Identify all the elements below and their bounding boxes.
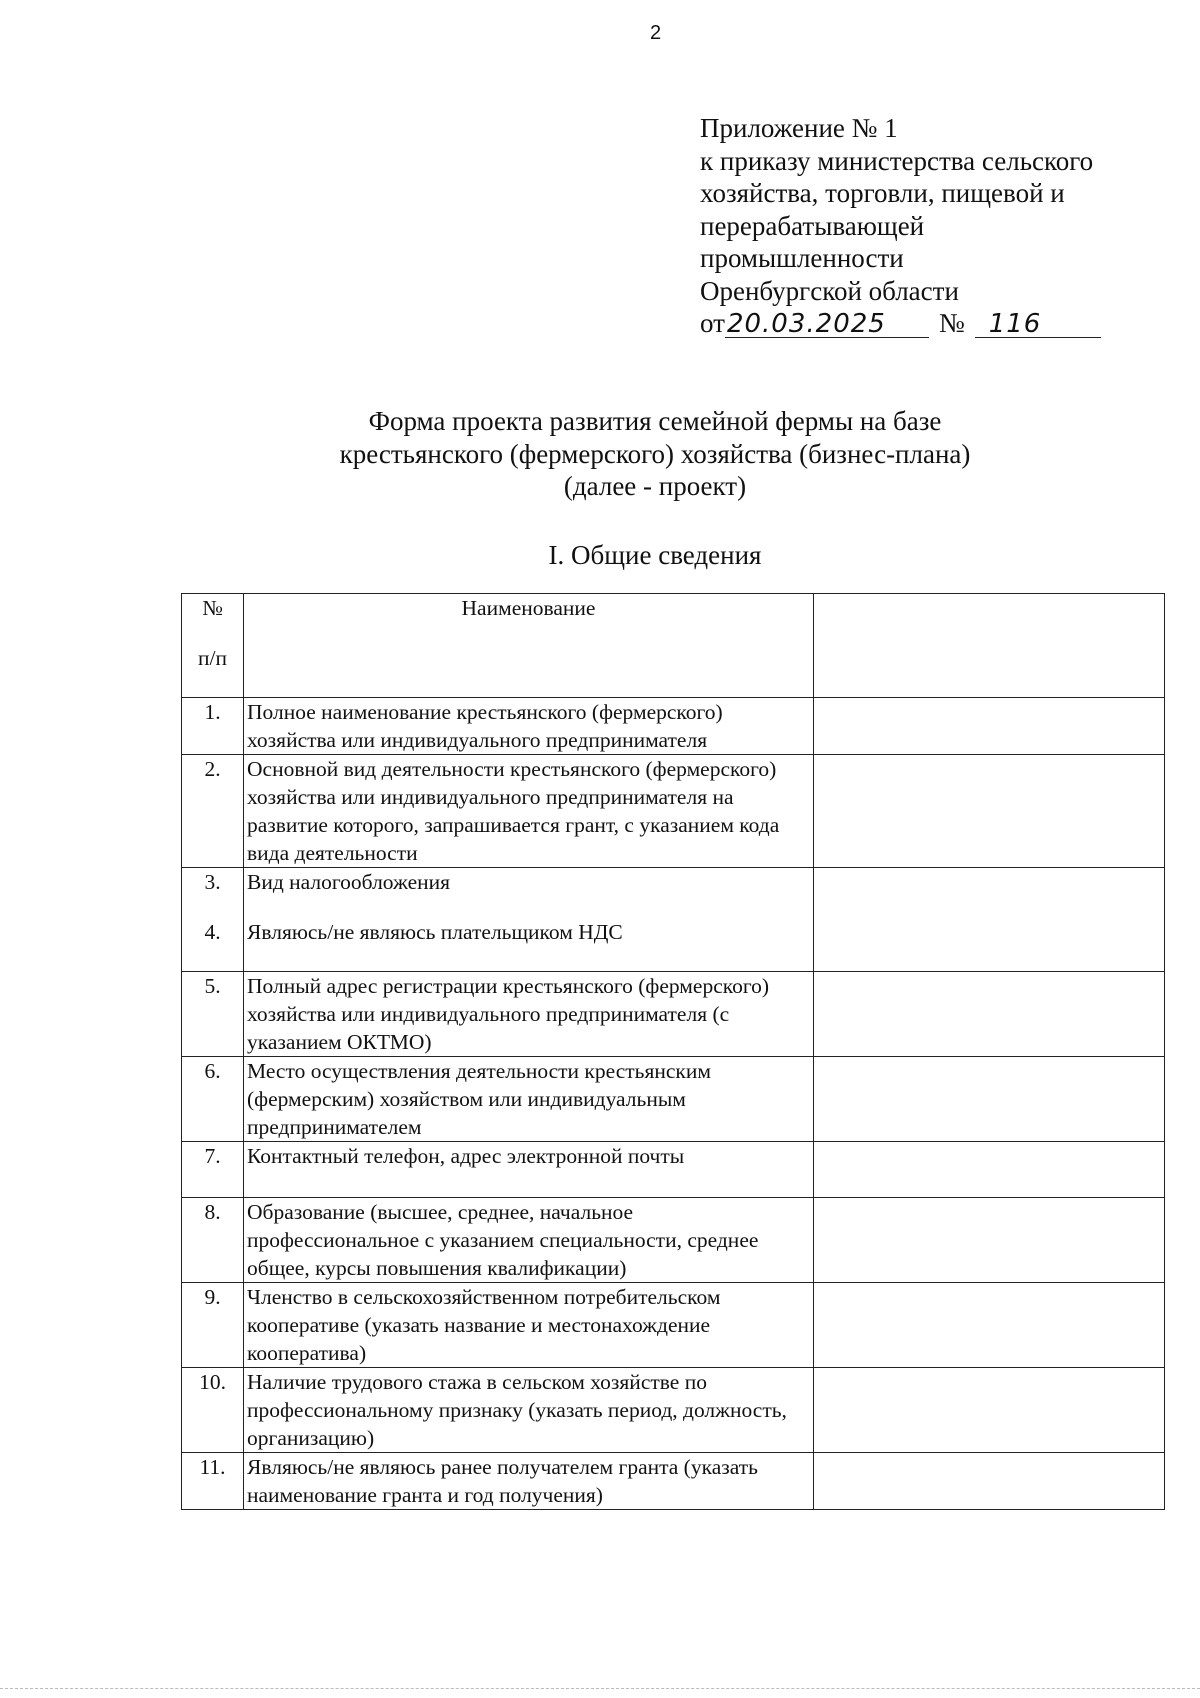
table-row <box>182 1453 1165 1510</box>
table-row <box>182 698 1165 755</box>
row-label: Основной вид деятельности крестьянского (фермерского) хозяйства или индивидуального предпринимателя на развитие которого, запрашивается грант, с указанием кода вида деятельности <box>244 755 814 868</box>
row-label: Полное наименование крестьянского (фермерского) хозяйства или индивидуального предпринимателя <box>244 698 814 755</box>
page-number: 2 <box>650 22 662 44</box>
header-value <box>814 594 1165 698</box>
table-row <box>182 868 1165 972</box>
title-line: крестьянского (фермерского) хозяйства (бизнес-плана) <box>339 438 971 469</box>
header-name: Наименование <box>244 594 814 698</box>
row-label-tax: Вид налогообложения <box>247 870 451 894</box>
row-number: 1. <box>182 698 244 755</box>
row-label: Контактный телефон, адрес электронной почты <box>244 1142 814 1198</box>
header-num <box>182 594 244 698</box>
handwritten-date: 20.03.2025 <box>725 311 929 338</box>
document-title <box>180 405 1130 503</box>
row-number: 11. <box>182 1453 244 1510</box>
title-line: Форма проекта развития семейной фермы на базе <box>368 406 942 436</box>
appendix-line: Приложение № 1 <box>700 113 898 143</box>
row-value <box>814 1453 1165 1510</box>
row-number: 6. <box>182 1057 244 1142</box>
row-value <box>814 755 1165 868</box>
number-label: № <box>938 308 965 338</box>
row-label: Членство в сельскохозяйственном потребительском кооперативе (указать название и местонахождение кооператива) <box>244 1283 814 1368</box>
table-row <box>182 1057 1165 1142</box>
header-num-abbr: п/п <box>198 646 227 670</box>
row-value <box>814 1198 1165 1283</box>
row-value <box>814 1057 1165 1142</box>
row-value <box>814 1283 1165 1368</box>
table-row <box>182 1368 1165 1453</box>
row-number: 7. <box>182 1142 244 1198</box>
row-value <box>814 698 1165 755</box>
row-number-3: 3. <box>204 870 221 894</box>
row-number <box>182 868 244 972</box>
row-label: Полный адрес регистрации крестьянского (фермерского) хозяйства или индивидуального предпринимателя (с указанием ОКТМО) <box>244 972 814 1057</box>
table-row <box>182 1142 1165 1198</box>
table-row <box>182 972 1165 1057</box>
appendix-header <box>700 112 1140 340</box>
row-value <box>814 1368 1165 1453</box>
row-label: Наличие трудового стажа в сельском хозяйстве по профессиональному признаку (указать период, должность, организацию) <box>244 1368 814 1453</box>
row-label-vat: Являюсь/не являюсь плательщиком НДС <box>247 920 623 944</box>
row-number: 2. <box>182 755 244 868</box>
general-info-table <box>181 593 1165 1510</box>
appendix-line: перерабатывающей <box>700 210 925 241</box>
appendix-line: Оренбургской области <box>700 275 959 306</box>
page-bottom-edge <box>0 1688 1200 1689</box>
header-num-symbol: № <box>202 596 223 620</box>
row-number: 10. <box>182 1368 244 1453</box>
row-value <box>814 1142 1165 1198</box>
order-date-number <box>700 307 1140 340</box>
row-label <box>244 868 814 972</box>
section-title: I. Общие сведения <box>548 540 762 570</box>
appendix-line: к приказу министерства сельского <box>700 145 1094 176</box>
title-line: (далее - проект) <box>563 471 747 501</box>
row-number: 9. <box>182 1283 244 1368</box>
handwritten-number: 116 <box>975 311 1101 338</box>
appendix-line: хозяйства, торговли, пищевой и <box>700 178 1065 208</box>
table-row <box>182 1283 1165 1368</box>
row-number: 5. <box>182 972 244 1057</box>
row-label: Являюсь/не являюсь ранее получателем гранта (указать наименование гранта и год получения) <box>244 1453 814 1510</box>
row-value <box>814 972 1165 1057</box>
row-label: Образование (высшее, среднее, начальное профессиональное с указанием специальности, среднее общее, курсы повышения квалификации) <box>244 1198 814 1283</box>
row-value <box>814 868 1165 972</box>
date-prefix: от <box>700 308 725 338</box>
table-row <box>182 755 1165 868</box>
appendix-line: промышленности <box>700 243 904 273</box>
row-number: 8. <box>182 1198 244 1283</box>
row-number-4: 4. <box>204 920 221 944</box>
table-row <box>182 1198 1165 1283</box>
row-label: Место осуществления деятельности крестьянским (фермерским) хозяйством или индивидуальным предпринимателем <box>244 1057 814 1142</box>
table-header-row <box>182 594 1165 698</box>
